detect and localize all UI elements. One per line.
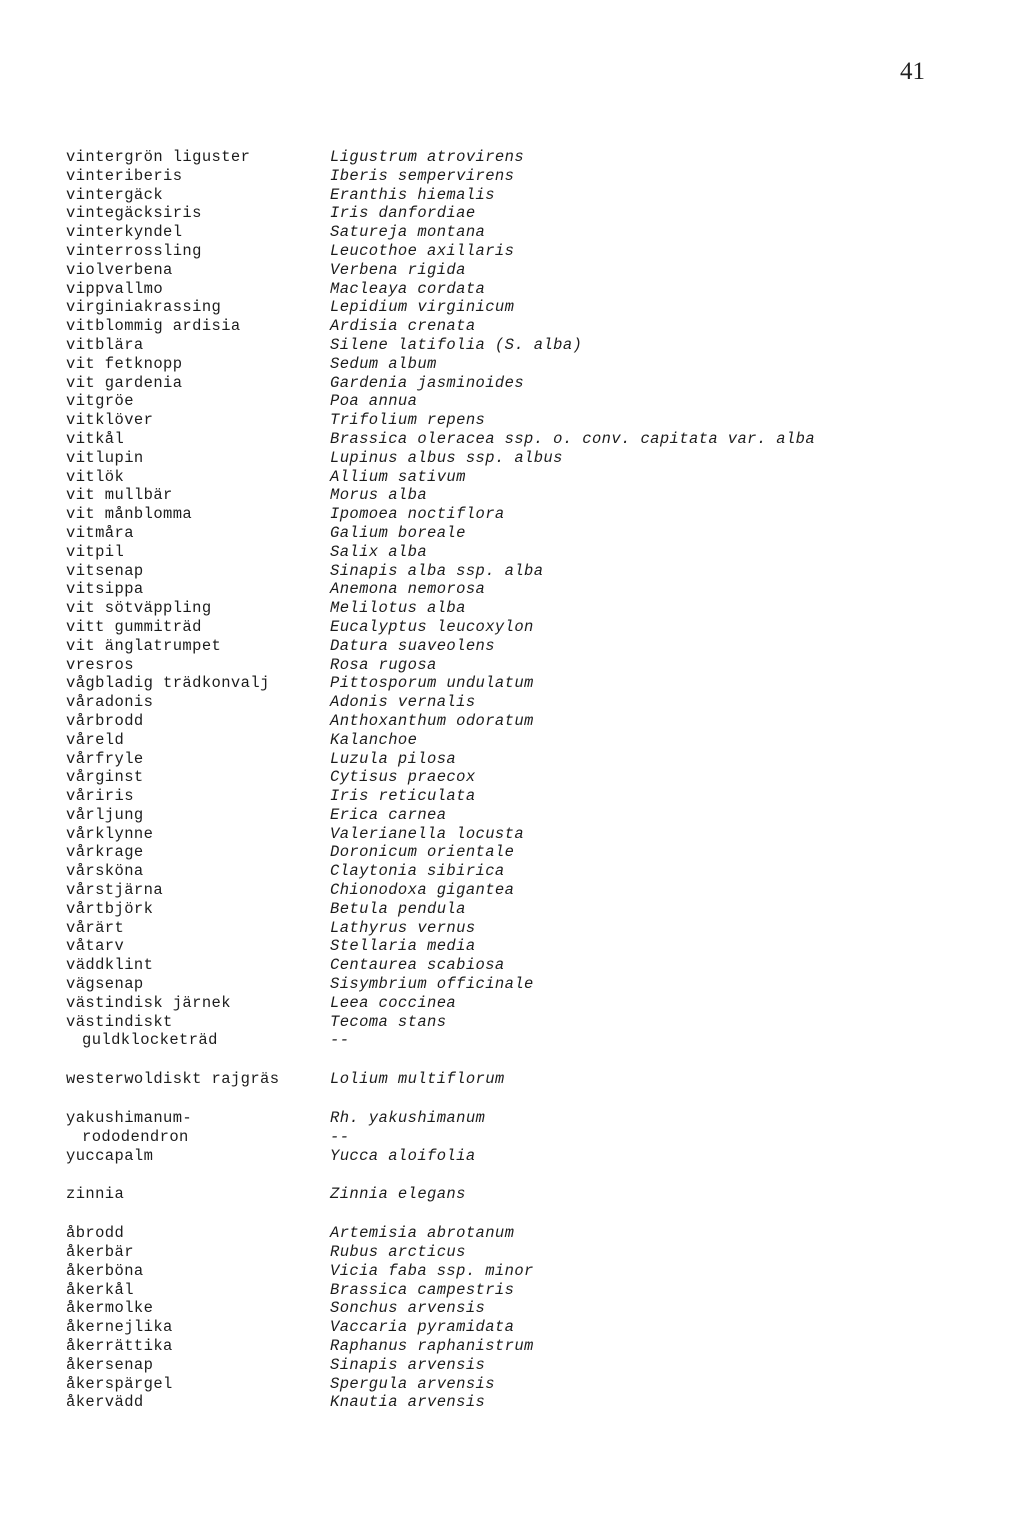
swedish-name: vitsenap bbox=[66, 561, 144, 580]
swedish-name: vitmåra bbox=[66, 523, 134, 542]
latin-name: Iris danfordiae bbox=[330, 204, 476, 223]
swedish-name: vippvallmo bbox=[66, 279, 164, 298]
latin-name: Poa annua bbox=[330, 392, 418, 411]
list-item bbox=[0, 1299, 1024, 1318]
latin-name: Ardisia crenata bbox=[330, 317, 476, 336]
list-item bbox=[0, 1281, 1024, 1300]
latin-name: Morus alba bbox=[330, 486, 428, 505]
swedish-name: vårärt bbox=[66, 918, 125, 937]
swedish-name: violverbena bbox=[66, 260, 173, 279]
latin-name: Vaccaria pyramidata bbox=[330, 1318, 515, 1337]
latin-name: Trifolium repens bbox=[330, 411, 486, 430]
list-item bbox=[0, 712, 1024, 731]
latin-name: Sonchus arvensis bbox=[330, 1299, 486, 1318]
swedish-name: våriris bbox=[66, 787, 134, 806]
latin-name: Satureja montana bbox=[330, 223, 486, 242]
latin-name: -- bbox=[330, 1031, 350, 1050]
list-item bbox=[0, 430, 1024, 449]
swedish-name: yuccapalm bbox=[66, 1146, 154, 1165]
latin-name: Lathyrus vernus bbox=[330, 918, 476, 937]
latin-name: Melilotus alba bbox=[330, 599, 466, 618]
latin-name: Cytisus praecox bbox=[330, 768, 476, 787]
list-item bbox=[0, 1393, 1024, 1412]
list-item bbox=[0, 1109, 1024, 1128]
latin-name: Valerianella locusta bbox=[330, 824, 525, 843]
swedish-name: vårfryle bbox=[66, 749, 144, 768]
section-gap bbox=[0, 1204, 1024, 1224]
latin-name: Ipomoea noctiflora bbox=[330, 505, 505, 524]
latin-name: Leea coccinea bbox=[330, 993, 457, 1012]
swedish-name: vinterkyndel bbox=[66, 223, 183, 242]
swedish-name: vit mullbär bbox=[66, 486, 173, 505]
list-item bbox=[0, 975, 1024, 994]
latin-name: Lupinus albus ssp. albus bbox=[330, 448, 563, 467]
page-number: 41 bbox=[900, 58, 925, 85]
swedish-name: åkernejlika bbox=[66, 1318, 173, 1337]
latin-name: Brassica campestris bbox=[330, 1280, 515, 1299]
swedish-name: vit gardenia bbox=[66, 373, 183, 392]
list-item bbox=[0, 618, 1024, 637]
latin-name: Adonis vernalis bbox=[330, 693, 476, 712]
swedish-name: zinnia bbox=[66, 1185, 125, 1204]
swedish-name: vägsenap bbox=[66, 975, 144, 994]
list-item bbox=[0, 280, 1024, 299]
swedish-name: vitpil bbox=[66, 542, 125, 561]
latin-name: Claytonia sibirica bbox=[330, 862, 505, 881]
latin-name: Galium boreale bbox=[330, 523, 466, 542]
latin-name: Gardenia jasminoides bbox=[330, 373, 525, 392]
latin-name: Sinapis arvensis bbox=[330, 1355, 486, 1374]
swedish-name: vårbrodd bbox=[66, 711, 144, 730]
latin-name: Ligustrum atrovirens bbox=[330, 148, 525, 166]
latin-name: Eucalyptus leucoxylon bbox=[330, 617, 534, 636]
list-item bbox=[0, 862, 1024, 881]
list-item bbox=[0, 806, 1024, 825]
latin-name: Pittosporum undulatum bbox=[330, 674, 534, 693]
latin-name: Anemona nemorosa bbox=[330, 580, 486, 599]
list-item bbox=[0, 505, 1024, 524]
swedish-name: våreld bbox=[66, 730, 125, 749]
section-gap bbox=[0, 1050, 1024, 1070]
list-item bbox=[0, 336, 1024, 355]
list-item bbox=[0, 355, 1024, 374]
swedish-name: vit änglatrumpet bbox=[66, 636, 222, 655]
latin-name: Betula pendula bbox=[330, 899, 466, 918]
list-item bbox=[0, 1356, 1024, 1375]
swedish-name: vårkrage bbox=[66, 843, 144, 862]
swedish-name: väddklint bbox=[66, 956, 154, 975]
swedish-name: västindiskt bbox=[66, 1012, 173, 1031]
latin-name: Yucca aloifolia bbox=[330, 1146, 476, 1165]
list-item bbox=[0, 543, 1024, 562]
list-item bbox=[0, 392, 1024, 411]
list-item bbox=[0, 468, 1024, 487]
list-item bbox=[0, 562, 1024, 581]
latin-name: Kalanchoe bbox=[330, 730, 418, 749]
swedish-name: åkerkål bbox=[66, 1280, 134, 1299]
latin-name: Knautia arvensis bbox=[330, 1393, 486, 1412]
latin-name: Zinnia elegans bbox=[330, 1185, 466, 1204]
list-item bbox=[0, 637, 1024, 656]
latin-name: Lolium multiflorum bbox=[330, 1070, 505, 1089]
latin-name: Rubus arcticus bbox=[330, 1243, 466, 1262]
swedish-name: vitlupin bbox=[66, 448, 144, 467]
latin-name: Iberis sempervirens bbox=[330, 166, 515, 185]
list-item bbox=[0, 148, 1024, 167]
swedish-name: åkerbär bbox=[66, 1243, 134, 1262]
list-item bbox=[0, 1337, 1024, 1356]
swedish-name: vårklynne bbox=[66, 824, 154, 843]
glossary-list bbox=[0, 148, 1024, 1412]
list-item bbox=[0, 242, 1024, 261]
swedish-name: vintergäck bbox=[66, 185, 164, 204]
swedish-name: vårsköna bbox=[66, 862, 144, 881]
latin-name: Lepidium virginicum bbox=[330, 298, 515, 317]
swedish-name: vågbladig trädkonvalj bbox=[66, 674, 270, 693]
swedish-name: westerwoldiskt rajgräs bbox=[66, 1070, 280, 1089]
list-item bbox=[0, 1013, 1024, 1032]
latin-name: Salix alba bbox=[330, 542, 428, 561]
latin-name: Stellaria media bbox=[330, 937, 476, 956]
list-item bbox=[0, 298, 1024, 317]
list-item bbox=[0, 261, 1024, 280]
list-item bbox=[0, 825, 1024, 844]
list-item bbox=[0, 204, 1024, 223]
latin-name: Tecoma stans bbox=[330, 1012, 447, 1031]
section-gap bbox=[0, 1089, 1024, 1109]
swedish-name: västindisk järnek bbox=[66, 993, 231, 1012]
swedish-name: vit sötväppling bbox=[66, 599, 212, 618]
list-item bbox=[0, 186, 1024, 205]
swedish-name: åkerböna bbox=[66, 1261, 144, 1280]
list-item bbox=[0, 881, 1024, 900]
latin-name: Leucothoe axillaris bbox=[330, 241, 515, 260]
list-item bbox=[0, 843, 1024, 862]
latin-name: Centaurea scabiosa bbox=[330, 956, 505, 975]
list-item bbox=[0, 1318, 1024, 1337]
list-item bbox=[0, 919, 1024, 938]
swedish-name: åkerspärgel bbox=[66, 1374, 173, 1393]
swedish-name: vit månblomma bbox=[66, 505, 193, 524]
list-item bbox=[0, 1070, 1024, 1089]
latin-name: Brassica oleracea ssp. o. conv. capitata var. alba bbox=[330, 429, 816, 448]
latin-name: Silene latifolia (S. alba) bbox=[330, 335, 583, 354]
latin-name: Artemisia abrotanum bbox=[330, 1224, 515, 1243]
list-item bbox=[0, 768, 1024, 787]
list-item bbox=[0, 1262, 1024, 1281]
list-item bbox=[0, 167, 1024, 186]
swedish-name: våtarv bbox=[66, 937, 125, 956]
latin-name: Iris reticulata bbox=[330, 787, 476, 806]
latin-name: Datura suaveolens bbox=[330, 636, 495, 655]
list-item bbox=[0, 994, 1024, 1013]
list-item bbox=[0, 449, 1024, 468]
list-item bbox=[0, 787, 1024, 806]
swedish-name: guldklocketräd bbox=[82, 1031, 218, 1050]
latin-name: Sedum album bbox=[330, 354, 437, 373]
swedish-name: vitblommig ardisia bbox=[66, 317, 241, 336]
list-item bbox=[0, 580, 1024, 599]
swedish-name: vinteriberis bbox=[66, 166, 183, 185]
list-item bbox=[0, 937, 1024, 956]
latin-name: Vicia faba ssp. minor bbox=[330, 1261, 534, 1280]
swedish-name: vitgröe bbox=[66, 392, 134, 411]
swedish-name: åkermolke bbox=[66, 1299, 154, 1318]
list-item bbox=[0, 1185, 1024, 1204]
swedish-name: vit fetknopp bbox=[66, 354, 183, 373]
latin-name: Eranthis hiemalis bbox=[330, 185, 495, 204]
swedish-name: vitt gummiträd bbox=[66, 617, 202, 636]
latin-name: Doronicum orientale bbox=[330, 843, 515, 862]
list-item bbox=[0, 374, 1024, 393]
latin-name: Anthoxanthum odoratum bbox=[330, 711, 534, 730]
list-item bbox=[0, 317, 1024, 336]
latin-name: Macleaya cordata bbox=[330, 279, 486, 298]
swedish-name: vresros bbox=[66, 655, 134, 674]
swedish-name: yakushimanum- bbox=[66, 1109, 193, 1128]
latin-name: -- bbox=[330, 1127, 350, 1146]
swedish-name: vitblära bbox=[66, 335, 144, 354]
latin-name: Verbena rigida bbox=[330, 260, 466, 279]
list-item bbox=[0, 900, 1024, 919]
list-item bbox=[0, 1147, 1024, 1166]
swedish-name: vitklöver bbox=[66, 411, 154, 430]
latin-name: Sinapis alba ssp. alba bbox=[330, 561, 544, 580]
list-item bbox=[0, 693, 1024, 712]
list-item bbox=[0, 750, 1024, 769]
swedish-name: vitlök bbox=[66, 467, 125, 486]
swedish-name: vitkål bbox=[66, 429, 125, 448]
list-item bbox=[0, 1224, 1024, 1243]
swedish-name: åkerrättika bbox=[66, 1337, 173, 1356]
swedish-name: åkersenap bbox=[66, 1355, 154, 1374]
latin-name: Allium sativum bbox=[330, 467, 466, 486]
swedish-name: vintegäcksiris bbox=[66, 204, 202, 223]
list-item bbox=[0, 956, 1024, 975]
swedish-name: åbrodd bbox=[66, 1224, 125, 1243]
list-item bbox=[0, 223, 1024, 242]
latin-name: Sisymbrium officinale bbox=[330, 975, 534, 994]
list-item bbox=[0, 1243, 1024, 1262]
latin-name: Raphanus raphanistrum bbox=[330, 1337, 534, 1356]
swedish-name: vinterrossling bbox=[66, 241, 202, 260]
swedish-name: våradonis bbox=[66, 693, 154, 712]
latin-name: Spergula arvensis bbox=[330, 1374, 495, 1393]
list-item bbox=[0, 486, 1024, 505]
list-item bbox=[0, 674, 1024, 693]
swedish-name: vintergrön liguster bbox=[66, 148, 251, 166]
swedish-name: åkervädd bbox=[66, 1393, 144, 1412]
list-item bbox=[0, 599, 1024, 618]
swedish-name: vårljung bbox=[66, 805, 144, 824]
latin-name: Rosa rugosa bbox=[330, 655, 437, 674]
list-item bbox=[0, 1128, 1024, 1147]
latin-name: Chionodoxa gigantea bbox=[330, 881, 515, 900]
list-item bbox=[0, 411, 1024, 430]
list-item bbox=[0, 1031, 1024, 1050]
latin-name: Erica carnea bbox=[330, 805, 447, 824]
swedish-name: rododendron bbox=[82, 1127, 189, 1146]
swedish-name: vitsippa bbox=[66, 580, 144, 599]
list-item bbox=[0, 731, 1024, 750]
swedish-name: virginiakrassing bbox=[66, 298, 222, 317]
list-item bbox=[0, 524, 1024, 543]
swedish-name: vårstjärna bbox=[66, 881, 164, 900]
swedish-name: vårtbjörk bbox=[66, 899, 154, 918]
latin-name: Rh. yakushimanum bbox=[330, 1109, 486, 1128]
swedish-name: vårginst bbox=[66, 768, 144, 787]
list-item bbox=[0, 656, 1024, 675]
latin-name: Luzula pilosa bbox=[330, 749, 457, 768]
section-gap bbox=[0, 1165, 1024, 1185]
list-item bbox=[0, 1375, 1024, 1394]
